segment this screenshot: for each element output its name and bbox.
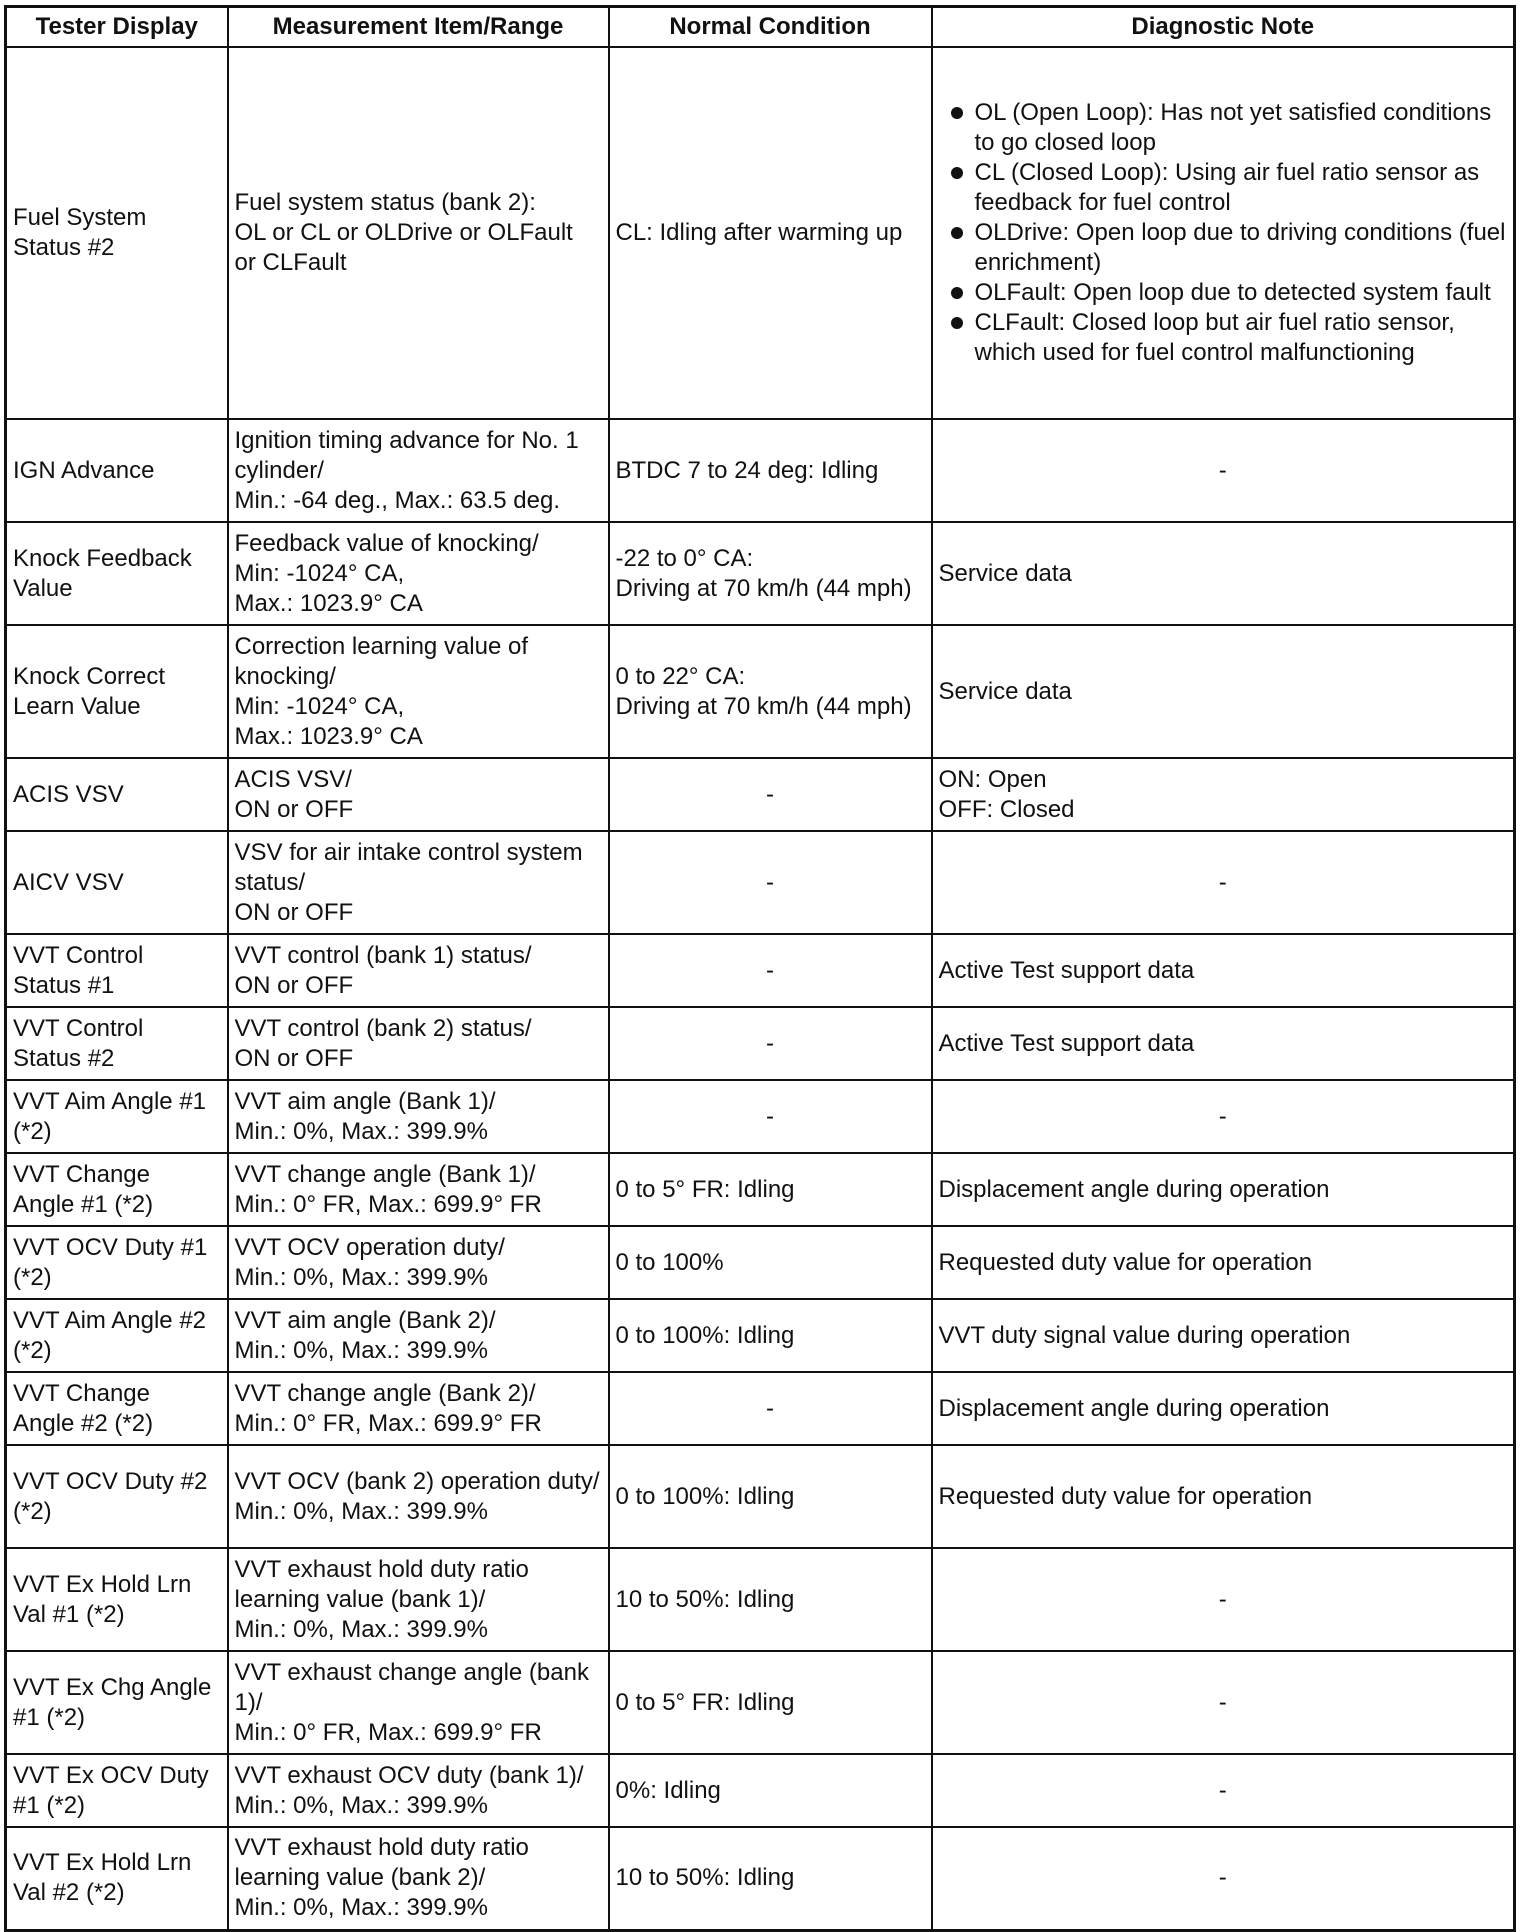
table-row [6,625,1515,758]
diagnostic-note-cell: - [932,419,1515,522]
measurement-item-cell: Feedback value of knocking/ Min: -1024° CA, Max.: 1023.9° CA [228,522,609,625]
tester-display-cell: VVT Change Angle #1 (*2) [6,1153,228,1226]
diagnostic-note-cell: Displacement angle during operation [932,1372,1515,1445]
tester-display-cell: VVT OCV Duty #1 (*2) [6,1226,228,1299]
diagnostic-note-cell: - [932,1548,1515,1651]
table-row [6,1827,1515,1930]
table-row [6,1226,1515,1299]
tester-display-cell: VVT Ex Hold Lrn Val #2 (*2) [6,1827,228,1930]
table-row [6,47,1515,419]
normal-condition-cell: 0 to 100%: Idling [609,1299,932,1372]
tester-display-cell: VVT Ex Hold Lrn Val #1 (*2) [6,1548,228,1651]
tester-display-cell: ACIS VSV [6,758,228,831]
table-row [6,1153,1515,1226]
table-row [6,1754,1515,1827]
measurement-item-cell: VVT aim angle (Bank 2)/ Min.: 0%, Max.: 399.9% [228,1299,609,1372]
note-bullet-item: CL (Closed Loop): Using air fuel ratio sensor as feedback for fuel control [939,158,1508,218]
table-row [6,522,1515,625]
diagnostic-note-cell: - [932,831,1515,934]
table-header-row [6,7,1515,48]
normal-condition-cell: 0 to 5° FR: Idling [609,1153,932,1226]
note-bullet-item: OLFault: Open loop due to detected system fault [939,278,1508,308]
normal-condition-cell: 10 to 50%: Idling [609,1548,932,1651]
diagnostic-note-cell: - [932,1754,1515,1827]
normal-condition-cell: - [609,831,932,934]
header-tester-display: Tester Display [6,7,228,48]
diagnostic-note-cell: Service data [932,522,1515,625]
table-row [6,934,1515,1007]
normal-condition-cell: -22 to 0° CA: Driving at 70 km/h (44 mph) [609,522,932,625]
normal-condition-cell: 0 to 100% [609,1226,932,1299]
measurement-item-cell: Correction learning value of knocking/ Min: -1024° CA, Max.: 1023.9° CA [228,625,609,758]
measurement-item-cell: VVT exhaust hold duty ratio learning value (bank 2)/ Min.: 0%, Max.: 399.9% [228,1827,609,1930]
diagnostic-note-cell: Requested duty value for operation [932,1226,1515,1299]
note-bullet-item: OL (Open Loop): Has not yet satisfied conditions to go closed loop [939,98,1508,158]
note-bullet-item: CLFault: Closed loop but air fuel ratio sensor, which used for fuel control malfunctioning [939,308,1508,368]
tester-display-cell: VVT Aim Angle #2 (*2) [6,1299,228,1372]
measurement-item-cell: ACIS VSV/ ON or OFF [228,758,609,831]
table-row [6,1651,1515,1754]
normal-condition-cell: - [609,1372,932,1445]
normal-condition-cell: 0 to 100%: Idling [609,1445,932,1548]
note-bullet-item: OLDrive: Open loop due to driving conditions (fuel enrichment) [939,218,1508,278]
table-row [6,1445,1515,1548]
diagnostic-note-cell: - [932,1080,1515,1153]
table-row [6,758,1515,831]
measurement-item-cell: VVT aim angle (Bank 1)/ Min.: 0%, Max.: 399.9% [228,1080,609,1153]
measurement-item-cell: VVT change angle (Bank 2)/ Min.: 0° FR, Max.: 699.9° FR [228,1372,609,1445]
diagnostic-note-cell: Service data [932,625,1515,758]
tester-display-cell: Knock Feedback Value [6,522,228,625]
normal-condition-cell: - [609,758,932,831]
tester-display-cell: VVT OCV Duty #2 (*2) [6,1445,228,1548]
normal-condition-cell: 0%: Idling [609,1754,932,1827]
table-row [6,831,1515,934]
fuel-status-notes-list [939,98,1508,368]
table-row [6,1007,1515,1080]
normal-condition-cell: - [609,934,932,1007]
table-row [6,1548,1515,1651]
measurement-item-cell: VVT control (bank 2) status/ ON or OFF [228,1007,609,1080]
measurement-item-cell: VVT exhaust OCV duty (bank 1)/ Min.: 0%, Max.: 399.9% [228,1754,609,1827]
measurement-item-cell: VVT OCV operation duty/ Min.: 0%, Max.: 399.9% [228,1226,609,1299]
diagnostic-note-cell: VVT duty signal value during operation [932,1299,1515,1372]
header-diagnostic-note: Diagnostic Note [932,7,1515,48]
table-row [6,1299,1515,1372]
normal-condition-cell: 10 to 50%: Idling [609,1827,932,1930]
diagnostic-note-cell: Requested duty value for operation [932,1445,1515,1548]
tester-display-cell: VVT Ex Chg Angle #1 (*2) [6,1651,228,1754]
normal-condition-cell: - [609,1080,932,1153]
table-row [6,1080,1515,1153]
measurement-item-cell: Fuel system status (bank 2): OL or CL or OLDrive or OLFault or CLFault [228,47,609,419]
diagnostic-note-cell: ON: Open OFF: Closed [932,758,1515,831]
measurement-item-cell: VVT OCV (bank 2) operation duty/ Min.: 0%, Max.: 399.9% [228,1445,609,1548]
table-row [6,1372,1515,1445]
diagnostic-note-cell: - [932,1827,1515,1930]
diagnostic-note-cell [932,47,1515,419]
normal-condition-cell: CL: Idling after warming up [609,47,932,419]
measurement-item-cell: VVT exhaust hold duty ratio learning value (bank 1)/ Min.: 0%, Max.: 399.9% [228,1548,609,1651]
measurement-item-cell: VSV for air intake control system status/ ON or OFF [228,831,609,934]
tester-display-cell: VVT Control Status #1 [6,934,228,1007]
header-normal-condition: Normal Condition [609,7,932,48]
tester-display-cell: VVT Aim Angle #1 (*2) [6,1080,228,1153]
tester-display-cell: AICV VSV [6,831,228,934]
measurement-item-cell: Ignition timing advance for No. 1 cylinder/ Min.: -64 deg., Max.: 63.5 deg. [228,419,609,522]
table-row [6,419,1515,522]
diagnostic-note-cell: Active Test support data [932,1007,1515,1080]
tester-display-cell: VVT Change Angle #2 (*2) [6,1372,228,1445]
tester-display-cell: VVT Ex OCV Duty #1 (*2) [6,1754,228,1827]
normal-condition-cell: - [609,1007,932,1080]
measurement-item-cell: VVT control (bank 1) status/ ON or OFF [228,934,609,1007]
measurement-item-cell: VVT exhaust change angle (bank 1)/ Min.: 0° FR, Max.: 699.9° FR [228,1651,609,1754]
tester-display-cell: Knock Correct Learn Value [6,625,228,758]
diagnostic-note-cell: Displacement angle during operation [932,1153,1515,1226]
diagnostic-data-table [4,5,1516,1932]
tester-display-cell: VVT Control Status #2 [6,1007,228,1080]
diagnostic-table-container [4,5,1513,1932]
normal-condition-cell: 0 to 5° FR: Idling [609,1651,932,1754]
measurement-item-cell: VVT change angle (Bank 1)/ Min.: 0° FR, Max.: 699.9° FR [228,1153,609,1226]
header-measurement-item: Measurement Item/Range [228,7,609,48]
diagnostic-note-cell: Active Test support data [932,934,1515,1007]
normal-condition-cell: 0 to 22° CA: Driving at 70 km/h (44 mph) [609,625,932,758]
diagnostic-note-cell: - [932,1651,1515,1754]
tester-display-cell: Fuel System Status #2 [6,47,228,419]
normal-condition-cell: BTDC 7 to 24 deg: Idling [609,419,932,522]
tester-display-cell: IGN Advance [6,419,228,522]
